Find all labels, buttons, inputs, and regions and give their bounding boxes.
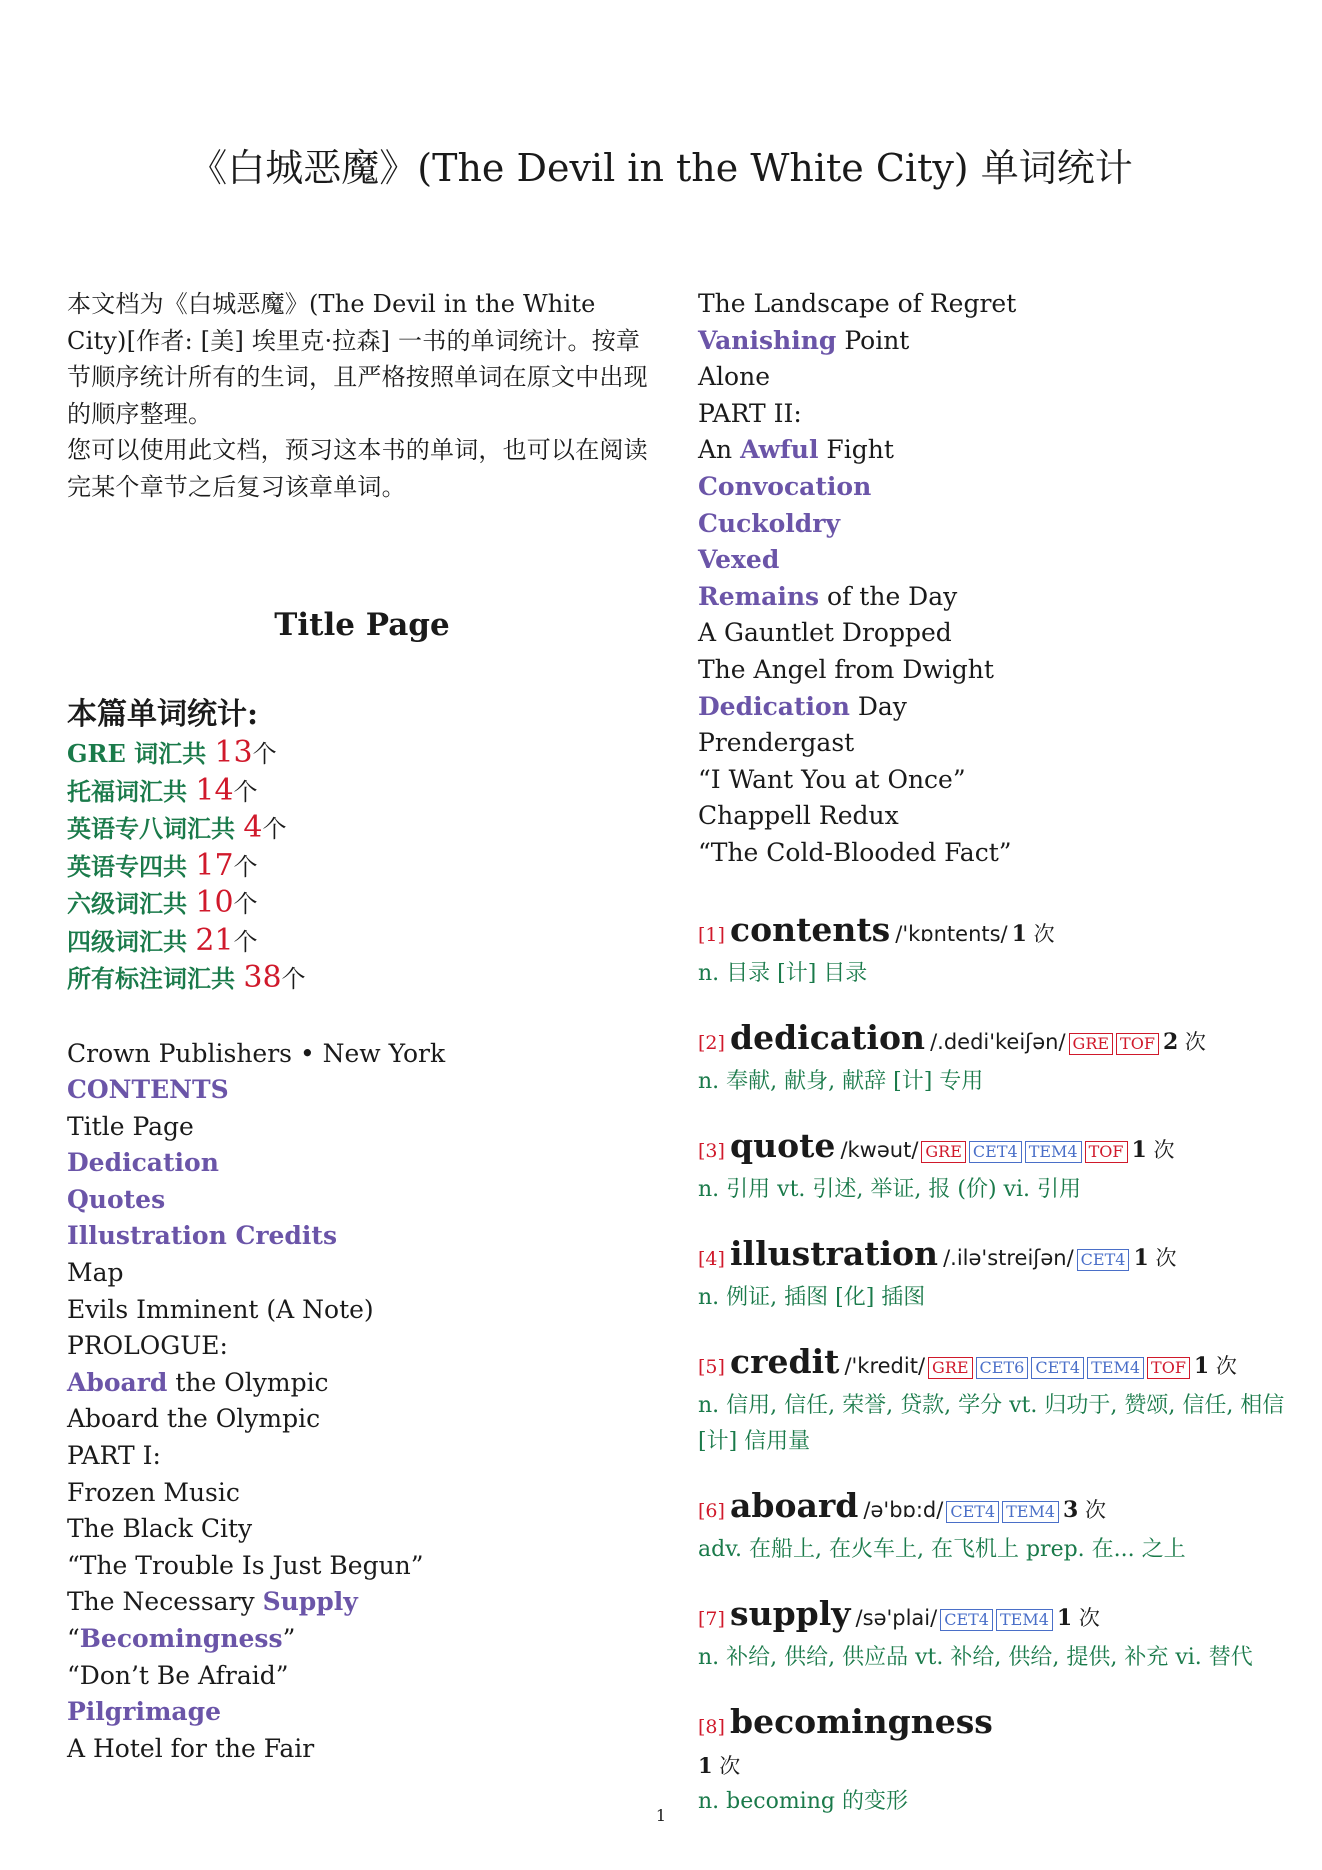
word-count	[1163, 1030, 1206, 1054]
word-phonetic: /.dedi'keiʃən/	[930, 1029, 1066, 1054]
word-headword: quote	[730, 1125, 836, 1165]
word-entry	[698, 1234, 1288, 1316]
toc-highlight: Quotes	[67, 1184, 166, 1214]
exam-tag: CET4	[969, 1141, 1022, 1163]
toc-text: “	[67, 1624, 80, 1653]
word-definition: n. 补给, 供给, 供应品 vt. 补给, 供给, 提供, 补充 vi. 替代	[698, 1644, 1253, 1670]
word-count-number: 1	[1131, 1136, 1147, 1163]
toc-item	[698, 432, 1288, 469]
word-count-unit: 次	[712, 1753, 741, 1778]
stat-unit: 个	[252, 740, 277, 768]
stat-count: 10	[195, 885, 234, 920]
exam-tag: TEM4	[1025, 1141, 1082, 1163]
toc-text: The Landscape of Regret	[698, 289, 1017, 318]
word-count	[1012, 922, 1055, 946]
word-line	[698, 1126, 1288, 1172]
toc-text: Crown Publishers • New York	[67, 1038, 446, 1068]
stat-label: 四级词汇共	[67, 926, 196, 956]
toc-item	[698, 396, 1288, 433]
stat-label: 所有标注词汇共	[67, 964, 244, 993]
intro-paragraph: 本文档为《白城恶魔》(The Devil in the White City)[作者: [美] 埃里克·拉森] 一书的单词统计。按章节顺序统计所有的生词，且严格按照单词在原文中出现的顺序整理。	[67, 290, 648, 428]
word-definition: n. 引用 vt. 引述, 举证, 报 (价) vi. 引用	[698, 1176, 1081, 1202]
stat-count: 21	[195, 922, 234, 958]
word-headword: aboard	[730, 1485, 859, 1525]
word-index: [8]	[698, 1715, 725, 1738]
stat-row	[67, 810, 657, 848]
word-headword: contents	[730, 909, 891, 949]
toc-text: Title Page	[67, 1111, 194, 1141]
toc-item	[67, 1072, 657, 1109]
toc-text: A Gauntlet Dropped	[698, 618, 952, 648]
word-count	[1063, 1498, 1106, 1522]
toc-highlight: Dedication	[698, 691, 850, 721]
toc-text: The Necessary	[67, 1587, 263, 1617]
toc-item	[698, 323, 1288, 360]
word-count-number: 3	[1063, 1496, 1079, 1523]
toc-text: “The Trouble Is Just Begun”	[67, 1550, 424, 1580]
word-index: [3]	[698, 1139, 725, 1162]
word-definition: n. becoming 的变形	[698, 1788, 908, 1814]
toc-text: PART II:	[698, 398, 802, 428]
word-line	[698, 1234, 1288, 1280]
toc-text: ”	[282, 1624, 296, 1653]
toc-text: Alone	[698, 362, 770, 392]
toc-text: “Don’t Be Afraid”	[67, 1660, 289, 1690]
toc-item	[698, 542, 1288, 579]
exam-tag: TOF	[1085, 1141, 1128, 1163]
word-definition: n. 例证, 插图 [化] 插图	[698, 1284, 926, 1310]
word-entry	[698, 1126, 1288, 1208]
word-count	[1133, 1246, 1176, 1270]
toc-item	[698, 835, 1288, 872]
exam-tag: CET6	[976, 1357, 1029, 1379]
toc-item	[67, 1731, 657, 1768]
toc-item	[67, 1658, 657, 1695]
word-line	[698, 1486, 1288, 1532]
toc-item	[698, 798, 1288, 835]
word-count-number: 1	[1056, 1604, 1073, 1631]
stat-row	[67, 923, 657, 961]
toc-item	[67, 1365, 657, 1402]
word-definition: n. 信用, 信任, 荣誉, 贷款, 学分 vt. 归功于, 赞颂, 信任, 相信 [计] 信用量	[698, 1392, 1285, 1454]
stat-count: 13	[214, 735, 253, 770]
stat-unit: 个	[233, 890, 258, 918]
word-count-number: 2	[1162, 1028, 1179, 1055]
word-phonetic: /.ilə'streiʃən/	[943, 1245, 1074, 1270]
toc-highlight: Awful	[740, 435, 819, 465]
toc-item	[698, 286, 1288, 323]
word-definition: n. 奉献, 献身, 献辞 [计] 专用	[698, 1068, 984, 1094]
exam-tag: CET4	[1077, 1249, 1130, 1271]
toc-text: PART I:	[67, 1441, 161, 1471]
toc-text: The Black City	[67, 1514, 253, 1544]
word-count-number: 1	[1193, 1352, 1210, 1379]
word-count-unit: 次	[1178, 1029, 1206, 1054]
toc-item	[698, 725, 1288, 762]
word-phonetic: /'kɒntents/	[895, 921, 1008, 946]
toc-item	[67, 1621, 657, 1658]
toc-highlight: Remains	[698, 581, 820, 611]
toc-highlight: Vanishing	[698, 325, 837, 355]
document-title: 《白城恶魔》(The Devil in the White City) 单词统计	[189, 146, 1133, 190]
word-index: [7]	[698, 1607, 725, 1630]
toc-text: Fight	[818, 435, 894, 465]
word-count-unit: 次	[1078, 1497, 1107, 1522]
word-headword: illustration	[730, 1233, 938, 1273]
stat-unit: 个	[262, 815, 287, 843]
toc-highlight: CONTENTS	[67, 1075, 229, 1105]
stat-row	[67, 960, 657, 998]
toc-text: “I Want You at Once”	[698, 764, 966, 794]
toc-text: An	[698, 435, 741, 465]
toc-item	[67, 1328, 657, 1365]
word-line	[698, 1018, 1288, 1064]
word-phonetic: /kwəut/	[840, 1137, 919, 1162]
toc-item	[67, 1438, 657, 1475]
word-line	[698, 1342, 1288, 1388]
word-index: [1]	[698, 923, 725, 946]
toc-item	[698, 506, 1288, 543]
word-phonetic: /ə'bɒ:d/	[863, 1497, 944, 1522]
word-count-number: 1	[1133, 1244, 1149, 1271]
toc-item	[698, 652, 1288, 689]
word-line	[698, 910, 1288, 956]
stat-unit: 个	[233, 777, 258, 806]
stat-count: 14	[195, 772, 234, 808]
toc-item	[67, 1182, 657, 1219]
toc-item	[698, 469, 1288, 506]
toc-highlight: Aboard	[67, 1367, 168, 1397]
word-count-unit: 次	[1146, 1137, 1175, 1162]
word-count	[1132, 1138, 1175, 1162]
stat-label: 英语专八词汇共	[67, 814, 244, 843]
exam-tag: CET4	[946, 1501, 999, 1523]
toc-text: Chappell Redux	[698, 801, 899, 831]
word-phonetic: /'kredit/	[844, 1353, 926, 1378]
word-index: [5]	[698, 1355, 725, 1378]
toc-highlight: Illustration Credits	[67, 1221, 338, 1251]
word-list	[698, 910, 1288, 1820]
page-number: 1	[655, 1806, 667, 1825]
stat-unit: 个	[233, 852, 258, 881]
stat-row	[67, 885, 657, 923]
toc-text: PROLOGUE:	[67, 1331, 228, 1361]
stat-row	[67, 773, 657, 811]
toc-item	[67, 1548, 657, 1585]
toc-item	[698, 689, 1288, 726]
toc-highlight: Cuckoldry	[698, 508, 840, 538]
exam-tag: TEM4	[1087, 1357, 1144, 1379]
toc-highlight: Becomingness	[79, 1624, 283, 1653]
stat-row	[67, 848, 657, 886]
right-column	[698, 286, 1288, 1846]
word-index: [6]	[698, 1499, 725, 1522]
stats-list	[67, 735, 657, 998]
word-count-line	[698, 1748, 1288, 1784]
word-definition: n. 目录 [计] 目录	[698, 960, 868, 986]
stat-unit: 个	[281, 965, 306, 993]
exam-tag: CET4	[1031, 1357, 1084, 1379]
word-count-unit: 次	[1148, 1245, 1177, 1270]
toc-text: Evils Imminent (A Note)	[67, 1294, 374, 1324]
toc-text: The Angel from Dwight	[698, 654, 994, 684]
exam-tag: TOF	[1147, 1357, 1190, 1379]
toc-item	[698, 762, 1288, 799]
section-title: Title Page	[274, 607, 450, 643]
toc-item	[698, 359, 1288, 396]
stat-row	[67, 735, 657, 773]
toc-highlight: Convocation	[698, 471, 872, 501]
word-entry	[698, 1702, 1288, 1820]
toc-item	[67, 1401, 657, 1438]
word-count-number: 1	[1011, 920, 1027, 947]
toc-highlight: Dedication	[67, 1148, 219, 1178]
word-index: [4]	[698, 1247, 725, 1270]
toc-item	[67, 1255, 657, 1292]
toc-text: of the Day	[819, 581, 958, 611]
toc-item	[67, 1109, 657, 1146]
stat-unit: 个	[233, 927, 258, 956]
stat-label: GRE 词汇共	[67, 739, 215, 768]
word-entry	[698, 910, 1288, 992]
word-count	[1194, 1354, 1237, 1378]
stat-count: 4	[243, 810, 263, 845]
toc-text: Aboard the Olympic	[67, 1404, 321, 1434]
toc-item	[67, 1475, 657, 1512]
toc-item	[67, 1218, 657, 1255]
toc-text: Frozen Music	[67, 1477, 240, 1507]
word-count-unit: 次	[1026, 921, 1055, 946]
word-entry	[698, 1594, 1288, 1676]
toc-text: Day	[849, 691, 907, 721]
word-entry	[698, 1486, 1288, 1568]
toc-highlight: Supply	[262, 1587, 358, 1617]
intro	[67, 286, 657, 505]
exam-tag: CET4	[940, 1609, 993, 1631]
toc-right	[698, 286, 1288, 872]
toc-highlight: Pilgrimage	[67, 1697, 221, 1727]
word-headword: credit	[730, 1341, 840, 1381]
stat-label: 托福词汇共	[67, 776, 196, 806]
word-headword: dedication	[730, 1017, 925, 1057]
exam-tag: GRE	[1069, 1033, 1114, 1055]
word-phonetic: /sə'plai/	[855, 1605, 938, 1630]
intro-paragraph: 您可以使用此文档，预习这本书的单词，也可以在阅读完某个章节之后复习该章单词。	[67, 436, 648, 501]
word-line	[698, 1702, 1288, 1748]
exam-tag: TEM4	[996, 1609, 1053, 1631]
toc-highlight: Vexed	[698, 545, 780, 575]
word-index: [2]	[698, 1031, 725, 1054]
word-count-unit: 次	[1072, 1605, 1100, 1630]
toc-text: the Olympic	[167, 1367, 329, 1397]
toc-left	[67, 1036, 657, 1768]
toc-item	[67, 1584, 657, 1621]
stat-label: 英语专四共	[67, 851, 196, 881]
toc-item	[67, 1145, 657, 1182]
spacer	[698, 872, 1288, 910]
word-count-unit: 次	[1209, 1353, 1237, 1378]
toc-item	[698, 615, 1288, 652]
toc-text: Point	[836, 325, 910, 355]
word-headword: becomingness	[730, 1701, 993, 1741]
word-count-number: 1	[698, 1752, 713, 1778]
toc-text: Map	[67, 1258, 124, 1288]
toc-text: A Hotel for the Fair	[67, 1733, 315, 1763]
stat-count: 38	[243, 960, 282, 995]
stats-heading: 本篇单词统计:	[67, 697, 259, 732]
word-definition: adv. 在船上, 在火车上, 在飞机上 prep. 在... 之上	[698, 1536, 1186, 1562]
toc-item	[67, 1694, 657, 1731]
exam-tag: GRE	[921, 1141, 966, 1163]
exam-tag: GRE	[928, 1357, 973, 1379]
word-entry	[698, 1342, 1288, 1460]
toc-item	[698, 579, 1288, 616]
word-line	[698, 1594, 1288, 1640]
stat-label: 六级词汇共	[67, 889, 196, 918]
exam-tag: TOF	[1116, 1033, 1159, 1055]
toc-item	[67, 1036, 657, 1073]
toc-text: Prendergast	[698, 728, 855, 758]
toc-item	[67, 1292, 657, 1329]
left-column	[67, 286, 657, 1767]
toc-text: “The Cold-Blooded Fact”	[698, 837, 1012, 867]
word-entry	[698, 1018, 1288, 1100]
toc-item	[67, 1511, 657, 1548]
word-headword: supply	[730, 1593, 851, 1633]
stat-count: 17	[195, 847, 234, 883]
exam-tag: TEM4	[1002, 1501, 1059, 1523]
word-count	[1057, 1606, 1100, 1630]
